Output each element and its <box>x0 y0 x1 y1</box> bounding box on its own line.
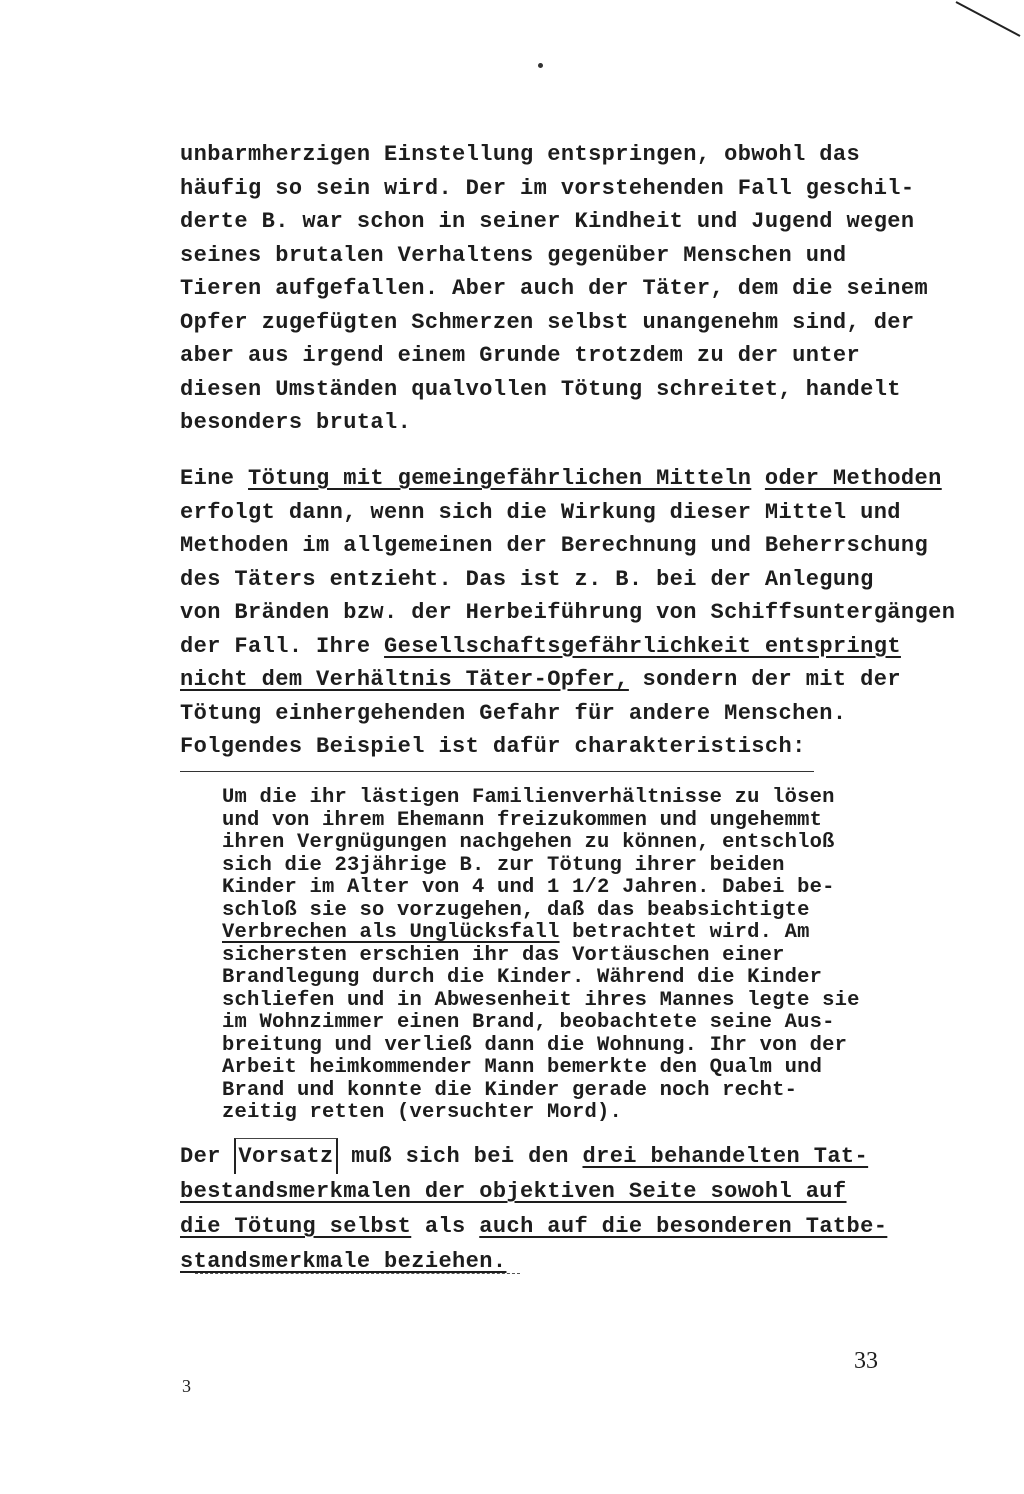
underlined-phrase: die Tötung selbst <box>180 1214 412 1239</box>
text-line <box>180 663 955 697</box>
underlined-phrase: Tötung mit gemeingefährlichen Mitteln <box>248 466 752 491</box>
example-line: und von ihrem Ehemann freizukommen und ungehemmt <box>222 808 823 832</box>
example-line: sich die 23jährige B. zur Tötung ihrer beiden <box>222 853 785 877</box>
text-line: Tötung einhergehenden Gefahr für andere Menschen. <box>180 700 847 726</box>
text-segment: sondern der mit der <box>628 667 901 692</box>
text-line: aber aus irgend einem Grunde trotzdem zu der unter <box>180 343 861 368</box>
example-line: schliefen und in Abwesenheit ihres Mannes legte sie <box>222 988 860 1012</box>
text-segment: muß sich bei den <box>337 1144 583 1169</box>
example-line: schloß sie so vorzugehen, daß das beabsichtigte <box>222 898 810 922</box>
example-line: Um die ihr lästigen Familienverhältnisse zu lösen <box>222 786 835 809</box>
text-line: Tieren aufgefallen. Aber auch der Täter, dem die seinem <box>180 276 929 301</box>
underlined-phrase: drei behandelten Tat- <box>582 1144 869 1169</box>
pencil-dashed-line <box>195 1273 520 1274</box>
corner-pen-stroke <box>954 0 1024 40</box>
ink-dot <box>538 63 543 68</box>
underlined-phrase: oder Methoden <box>764 466 942 491</box>
text-line <box>180 462 955 496</box>
text-segment: Der <box>180 1144 235 1169</box>
underlined-phrase: bestandsmerkmalen der objektiven Seite sowohl auf <box>180 1179 847 1204</box>
text-line <box>180 1209 887 1244</box>
example-line: im Wohnzimmer einen Brand, beobachtete seine Aus- <box>222 1011 835 1034</box>
text-segment: als <box>411 1214 480 1239</box>
text-segment: betrachtet wird. Am <box>559 921 810 944</box>
underlined-phrase: nicht dem Verhältnis Täter-Opfer, <box>180 667 629 692</box>
text-line: des Täters entzieht. Das ist z. B. bei der Anlegung <box>180 566 874 592</box>
text-line: unbarmherzigen Einstellung entspringen, obwohl das <box>180 142 861 167</box>
text-segment: Eine <box>180 466 249 491</box>
paragraph-dangerous-means <box>180 462 955 764</box>
text-line <box>180 1174 887 1209</box>
paragraph-brutality <box>180 138 928 440</box>
example-line: Brandlegung durch die Kinder. Während die Kinder <box>222 966 823 989</box>
example-line: breitung und verließ dann die Wohnung. Ihr von der <box>222 1033 848 1057</box>
text-line <box>180 630 955 664</box>
text-line: besonders brutal. <box>180 410 412 435</box>
example-line: Kinder im Alter von 4 und 1 1/2 Jahren. Dabei be- <box>222 876 835 899</box>
text-line: Opfer zugefügten Schmerzen selbst unangenehm sind, der <box>180 309 915 335</box>
example-case-block <box>222 787 860 1125</box>
text-line: Folgendes Beispiel ist dafür charakteristisch: <box>180 734 806 759</box>
text-segment: der Fall. Ihre <box>180 633 385 659</box>
text-line: Methoden im allgemeinen der Berechnung und Beherrschung <box>180 533 929 558</box>
page-number: 33 <box>854 1348 878 1374</box>
underlined-phrase: auch auf die besonderen Tatbe- <box>479 1214 888 1239</box>
text-line: erfolgt dann, wenn sich die Wirkung dieser Mittel und <box>180 499 901 525</box>
paragraph-intent <box>180 1138 887 1279</box>
text-line: häufig so sein wird. Der im vorstehenden Fall geschil- <box>180 175 915 201</box>
example-line: sichersten erschien ihr das Vortäuschen einer <box>222 943 785 967</box>
pencil-underline <box>180 771 814 772</box>
underlined-phrase: standsmerkmale beziehen. <box>180 1249 507 1274</box>
text-line <box>180 1138 887 1174</box>
example-line: Arbeit heimkommender Mann bemerkte den Qualm und <box>222 1056 823 1079</box>
text-line: derte B. war schon in seiner Kindheit und Jugend wegen <box>180 209 915 234</box>
example-line: zeitig retten (versuchter Mord). <box>222 1101 623 1124</box>
underlined-phrase: Verbrechen als Unglücksfall <box>222 921 560 944</box>
footer-number: 3 <box>182 1376 191 1396</box>
underlined-phrase: Gesellschaftsgefährlichkeit entspringt <box>384 633 901 659</box>
example-line <box>222 922 860 945</box>
text-line: diesen Umständen qualvollen Tötung schreitet, handelt <box>180 376 901 402</box>
example-line: Brand und konnte die Kinder gerade noch recht- <box>222 1078 798 1102</box>
text-line: seines brutalen Verhaltens gegenüber Menschen und <box>180 242 847 268</box>
example-line: ihren Vergnügungen nachgehen zu können, entschloß <box>222 831 835 854</box>
text-line: von Bränden bzw. der Herbeiführung von Schiffsuntergängen <box>180 600 956 625</box>
text-segment <box>751 466 765 491</box>
boxed-term: Vorsatz <box>234 1138 337 1174</box>
